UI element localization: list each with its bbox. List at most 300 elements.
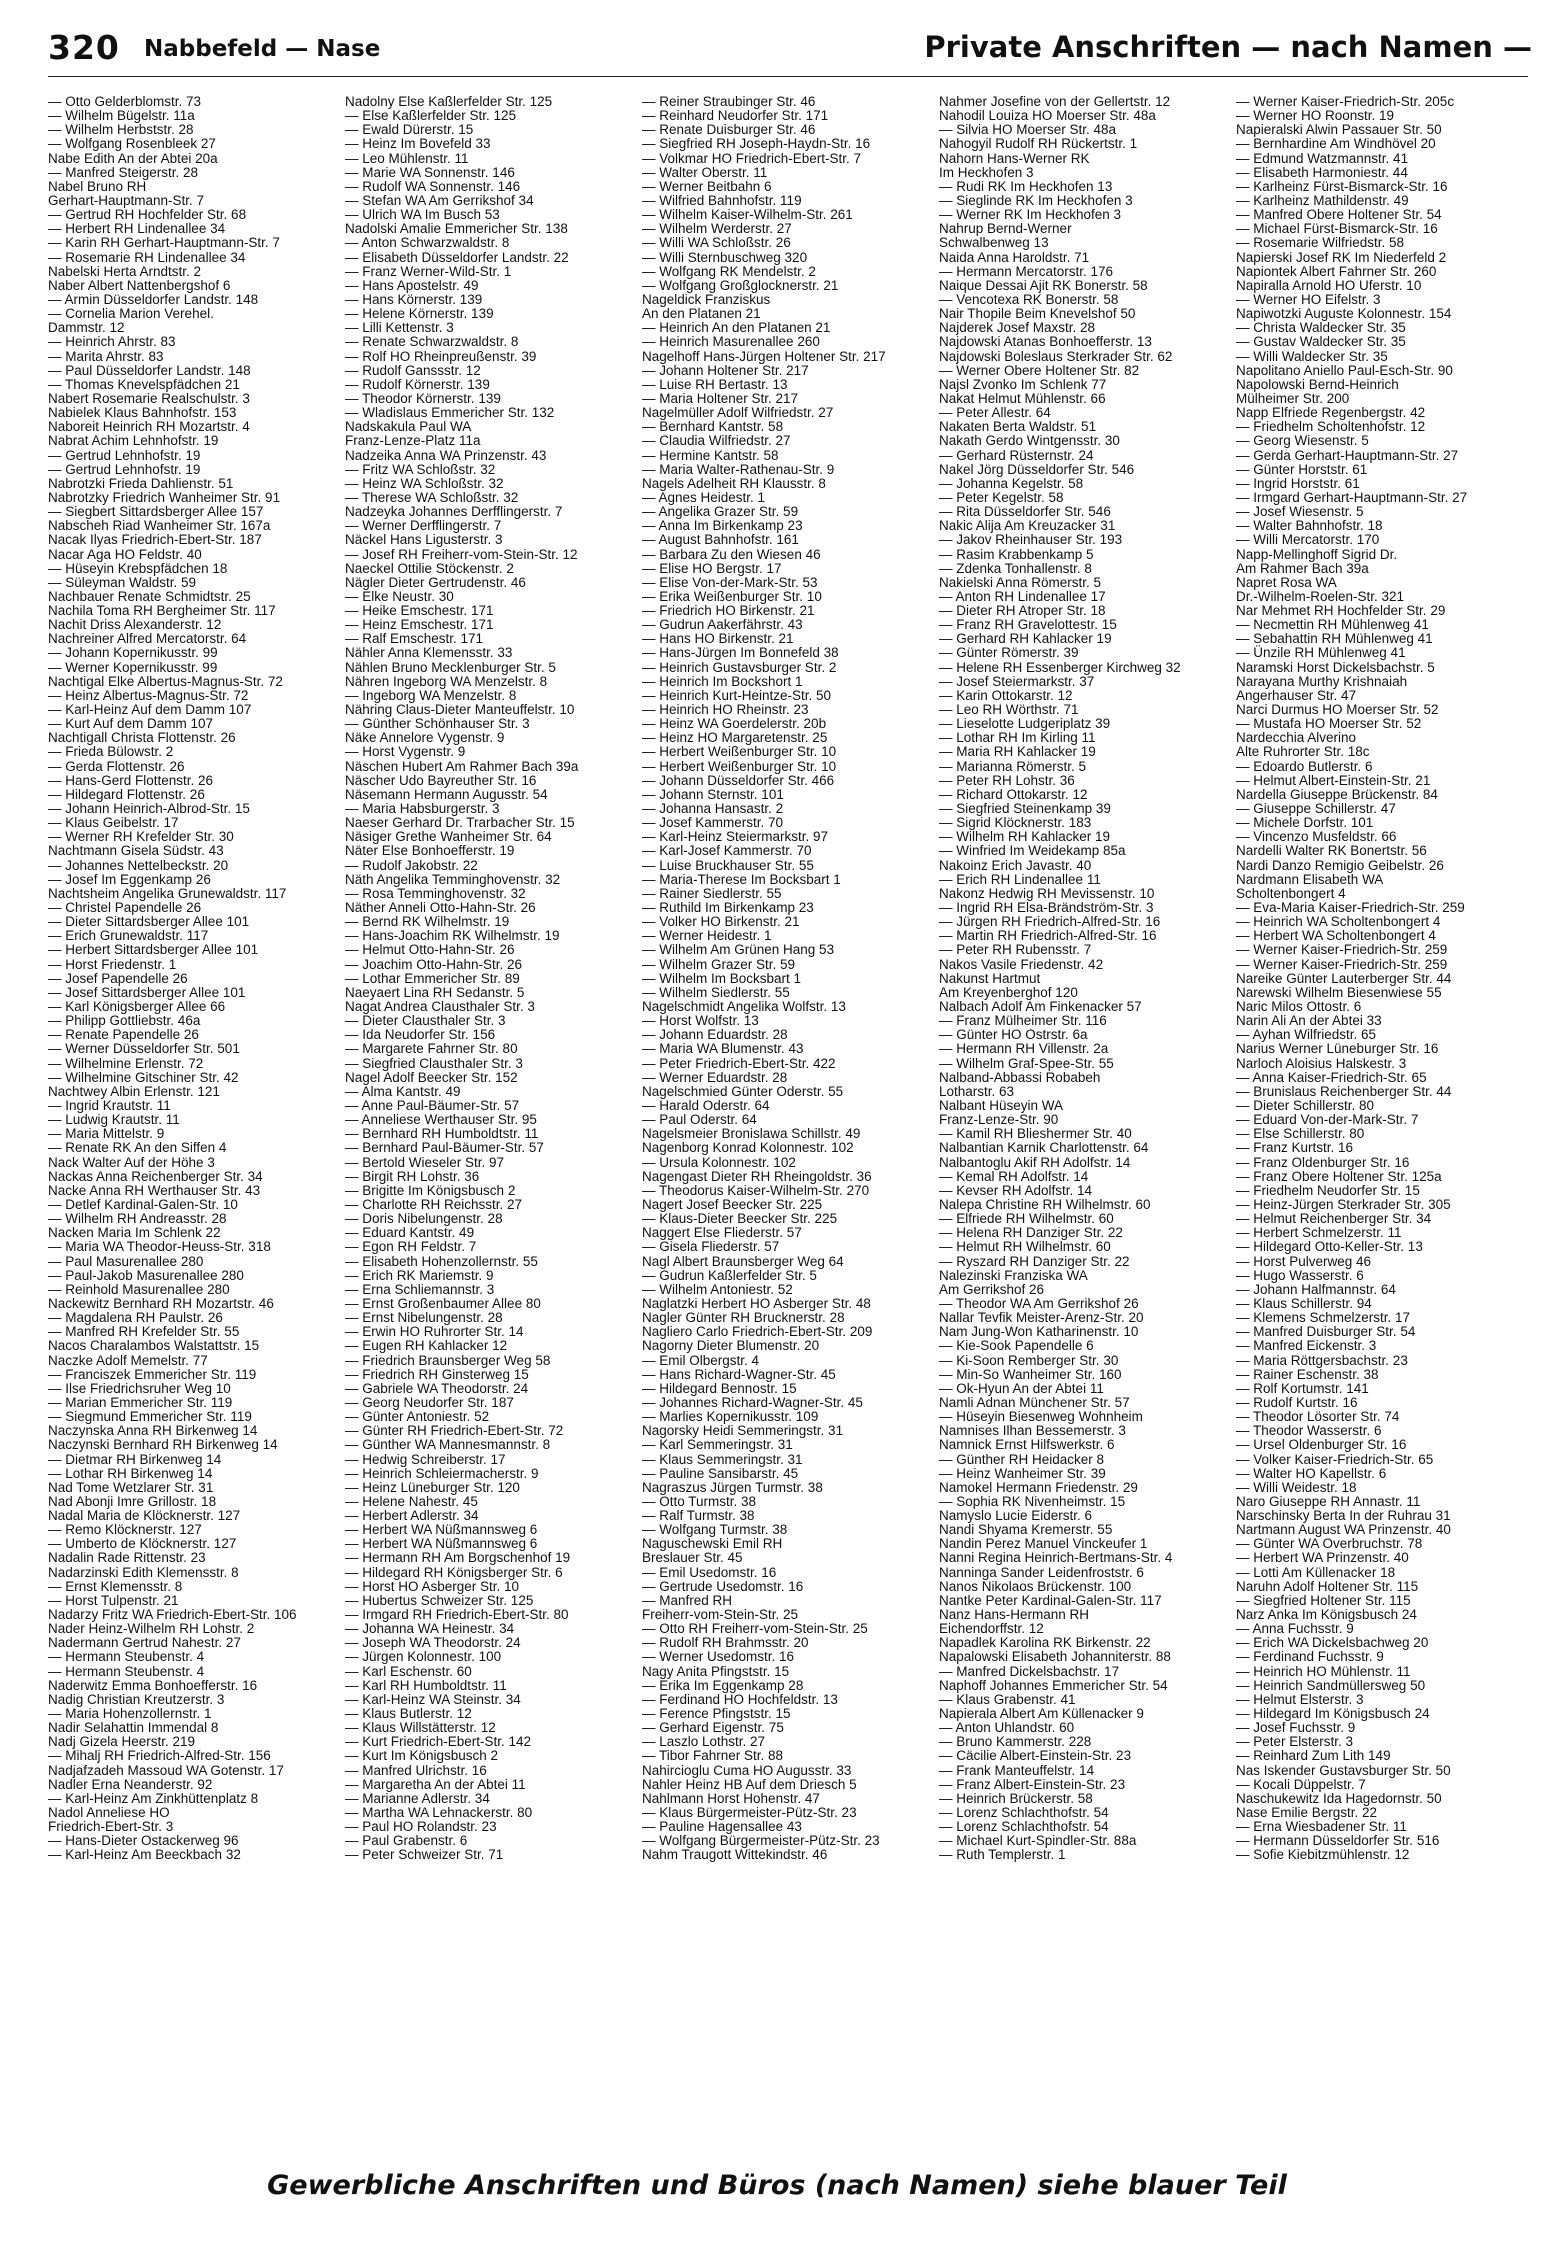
directory-entry: — Alma Kantstr. 49 (345, 1083, 461, 1099)
directory-entry: — Silvia HO Moerser Str. 48a (939, 122, 1117, 138)
directory-entry: — Gertrud Lehnhofstr. 19 (48, 447, 201, 463)
directory-entry: — Margaretha An der Abtei 11 (345, 1776, 526, 1792)
directory-entry: — Pauline Sansibarstr. 45 (642, 1465, 799, 1481)
directory-entry: — Klaus Semmeringstr. 31 (642, 1451, 803, 1467)
directory-entry: Narewski Wilhelm Biesenwiese 55 (1236, 984, 1442, 1000)
directory-entry: — Erich RH Lindenallee 11 (939, 871, 1101, 887)
directory-entry: — Werner Kaiser-Friedrich-Str. 259 (1236, 956, 1448, 972)
directory-entry: — Heinz WA Goerdelerstr. 20b (642, 716, 827, 732)
directory-entry: Nagraszus Jürgen Turmstr. 38 (642, 1479, 823, 1495)
footer-note: Gewerbliche Anschriften und Büros (nach Namen) siehe blauer Teil (267, 2170, 1287, 2201)
directory-entry: — Johann Eduardstr. 28 (642, 1027, 788, 1043)
directory-entry: Nagat Andrea Clausthaler Str. 3 (345, 999, 535, 1014)
directory-entry: — Franz Obere Holtener Str. 125a (1236, 1168, 1442, 1184)
directory-entry: — Cornelia Marion Verehel. (48, 306, 214, 322)
directory-entry: — Philipp Gottliebstr. 46a (48, 1013, 201, 1029)
directory-entry: — Cäcilie Albert-Einstein-Str. 23 (939, 1748, 1132, 1764)
directory-entry: Nalbant Hüseyin WA (939, 1097, 1064, 1113)
directory-entry: Am Rahmer Bach 39a (1236, 560, 1369, 576)
directory-entry: — Else Kaßlerfelder Str. 125 (345, 108, 517, 124)
directory-entry: — Karin RH Gerhart-Hauptmann-Str. 7 (48, 235, 280, 251)
directory-entry: — Karl-Heinz Am Zinkhüttenplatz 8 (48, 1790, 259, 1806)
directory-entry: — Martin RH Friedrich-Alfred-Str. 16 (939, 928, 1157, 944)
directory-entry: — Emil Olbergstr. 4 (642, 1352, 760, 1368)
directory-entry: Nabrotzky Friedrich Wanheimer Str. 91 (48, 489, 281, 505)
directory-entry: — Rainer Siedlerstr. 55 (642, 885, 782, 901)
directory-entry: — Renate RK An den Siffen 4 (48, 1140, 227, 1156)
directory-entry: Lotharstr. 63 (939, 1083, 1015, 1099)
directory-entry: — Manfred Dickelsbachstr. 17 (939, 1663, 1120, 1679)
directory-entry: Nandi Shyama Kremerstr. 55 (939, 1522, 1113, 1538)
directory-entry: Nadarzy Fritz WA Friedrich-Ebert-Str. 106 (48, 1607, 297, 1623)
directory-entry: Napp-Mellinghoff Sigrid Dr. (1236, 546, 1398, 562)
directory-entry: — Maria WA Blumenstr. 43 (642, 1041, 804, 1057)
directory-entry: — Ilse Friedrichsruher Weg 10 (48, 1380, 231, 1396)
directory-entry: — Ernst Nibelungenstr. 28 (345, 1310, 503, 1326)
directory-entry: — Heinrich Sandmüllersweg 50 (1236, 1677, 1426, 1693)
directory-entry: — Theodorus Kaiser-Wilhelm-Str. 270 (642, 1182, 870, 1198)
directory-entry: — Brigitte Im Königsbusch 2 (345, 1182, 516, 1198)
directory-entry: Nadig Christian Kreutzerstr. 3 (48, 1691, 225, 1707)
directory-entry: Naramski Horst Dickelsbachstr. 5 (1236, 659, 1435, 675)
directory-entry: — Heinz WA Schloßstr. 32 (345, 475, 504, 491)
directory-entry: — Wilhelm Antoniestr. 52 (642, 1281, 793, 1297)
directory-entry: — Günter RH Friedrich-Ebert-Str. 72 (345, 1423, 564, 1439)
directory-entry: — Karin Ottokarstr. 12 (939, 687, 1073, 703)
directory-entry: — Reinhard Zum Lith 149 (1236, 1748, 1391, 1764)
directory-entry: — Thomas Knevelspfädchen 21 (48, 376, 240, 392)
directory-entry: — Franz Oldenburger Str. 16 (1236, 1154, 1410, 1170)
directory-entry: — Heinz Lüneburger Str. 120 (345, 1479, 520, 1495)
directory-entry: — Wolfgang Turmstr. 38 (642, 1522, 788, 1538)
directory-entry: Napierski Josef RK Im Niederfeld 2 (1236, 249, 1447, 265)
directory-entry: Nahm Traugott Wittekindstr. 46 (642, 1847, 828, 1863)
directory-entry: — Wilhelm Graf-Spee-Str. 55 (939, 1055, 1114, 1071)
directory-entry: — Heinrich HO Rheinstr. 23 (642, 702, 809, 718)
directory-entry: — Karlheinz Fürst-Bismarck-Str. 16 (1236, 178, 1448, 194)
directory-entry: Nakoinz Erich Javastr. 40 (939, 857, 1092, 873)
directory-entry: — Heinrich Ahrstr. 83 (48, 334, 176, 350)
directory-entry: — Willi WA Schloßstr. 26 (642, 235, 791, 251)
directory-entry: — Franz Albert-Einstein-Str. 23 (939, 1776, 1126, 1792)
directory-entry: — Martha WA Lehnackerstr. 80 (345, 1805, 533, 1821)
directory-entry: Nagy Anita Pfingststr. 15 (642, 1663, 790, 1679)
directory-entry: — Horst HO Asberger Str. 10 (345, 1578, 520, 1594)
directory-entry: — Elisabeth Harmoniestr. 44 (1236, 164, 1408, 180)
directory-entry: — Ludwig Krautstr. 11 (48, 1112, 180, 1128)
directory-entry: — Kie-Sook Papendelle 6 (939, 1338, 1094, 1354)
directory-entry: — Otto Gelderblomstr. 73 (48, 95, 202, 109)
directory-entry: — Marianna Römerstr. 5 (939, 758, 1087, 774)
directory-entry: — Rudi RK Im Heckhofen 13 (939, 178, 1113, 194)
directory-entry: — Gertrud RH Hochfelder Str. 68 (48, 207, 247, 223)
directory-entry: Nadskakula Paul WA (345, 419, 472, 435)
directory-entry: — Josef Im Eggenkamp 26 (48, 871, 211, 887)
section-title: Private Anschriften — nach Namen — (924, 30, 1532, 64)
directory-entry: Nalbantoglu Akif RH Adolfstr. 14 (939, 1154, 1131, 1170)
directory-entry: — Michael Fürst-Bismarck-Str. 16 (1236, 221, 1438, 237)
directory-entry: Naida Anna Haroldstr. 71 (939, 249, 1090, 265)
directory-entry: — Werner Kopernikusstr. 99 (48, 659, 218, 675)
directory-entry: Namyslo Lucie Eiderstr. 6 (939, 1508, 1093, 1524)
directory-entry: Naczke Adolf Memelstr. 77 (48, 1352, 208, 1368)
directory-entry: — Karl RH Humboldtstr. 11 (345, 1677, 507, 1693)
directory-entry: — Paul Oderstr. 64 (642, 1112, 757, 1128)
directory-entry: — Manfred RH (642, 1592, 733, 1608)
directory-entry: Nad Abonji Imre Grillostr. 18 (48, 1493, 217, 1509)
directory-entry: — Gertrude Usedomstr. 16 (642, 1578, 804, 1594)
directory-entry: — Gerhard RH Kahlacker 19 (939, 631, 1112, 647)
directory-entry: Nahlmann Horst Hohenstr. 47 (642, 1790, 820, 1806)
directory-entry: — Heinrich An den Platanen 21 (642, 320, 831, 336)
directory-entry: — Erich WA Dickelsbachweg 20 (1236, 1635, 1429, 1651)
directory-entry: — Manfred Eickenstr. 3 (1236, 1338, 1377, 1354)
directory-entry: Nagl Albert Braunsberger Weg 64 (642, 1253, 844, 1269)
directory-entry: Breslauer Str. 45 (642, 1550, 743, 1566)
directory-entry: Nanz Hans-Hermann RH (939, 1607, 1090, 1623)
directory-entry: — Lieselotte Ludgeriplatz 39 (939, 716, 1111, 732)
directory-entry: — Peter Friedrich-Ebert-Str. 422 (642, 1055, 836, 1071)
directory-entry: Nachit Driss Alexanderstr. 12 (48, 617, 222, 633)
directory-entry: — Theodor Wasserstr. 6 (1236, 1423, 1382, 1439)
directory-entry: — Gabriele WA Theodorstr. 24 (345, 1380, 529, 1396)
directory-entry: — Eduard Kantstr. 49 (345, 1225, 475, 1241)
directory-entry: — Wilhelm RH Kahlacker 19 (939, 829, 1111, 845)
directory-entry: — Lotti Am Küllenacker 18 (1236, 1564, 1396, 1580)
directory-entry: — Dieter Schillerstr. 80 (1236, 1097, 1375, 1113)
directory-entry: Nadler Erna Neanderstr. 92 (48, 1776, 213, 1792)
directory-entry: — Wilhelm Werderstr. 27 (642, 221, 792, 237)
directory-entry: — Christa Waldecker Str. 35 (1236, 320, 1406, 336)
directory-entry: — Gisela Fliederstr. 57 (642, 1239, 780, 1255)
directory-entry: — Eduard Von-der-Mark-Str. 7 (1236, 1112, 1419, 1128)
directory-entry: — Hans-Jürgen Im Bonnefeld 38 (642, 645, 839, 661)
directory-entry: — Siegfried RH Joseph-Haydn-Str. 16 (642, 136, 871, 152)
directory-entry: — Wilfried Bahnhofstr. 119 (642, 192, 802, 208)
directory-entry: Naber Albert Nattenbergshof 6 (48, 277, 231, 293)
directory-entry: Nalband-Abbassi Robabeh (939, 1069, 1101, 1085)
directory-entry: — Siegbert Sittardsberger Allee 157 (48, 504, 264, 520)
directory-entry: Näschen Hubert Am Rahmer Bach 39a (345, 758, 579, 774)
directory-entry: — Wolfgang Großglocknerstr. 21 (642, 277, 839, 293)
directory-entry: — Lilli Kettenstr. 3 (345, 320, 454, 336)
directory-columns (48, 95, 1528, 2115)
directory-entry: — Günter HO Ostrstr. 6a (939, 1027, 1088, 1043)
directory-entry: — Rosa Temminghovenstr. 32 (345, 885, 526, 901)
directory-entry: Nantke Peter Kardinal-Galen-Str. 117 (939, 1592, 1162, 1608)
directory-entry: — Peter Schweizer Str. 71 (345, 1847, 504, 1863)
directory-entry: Nabel Bruno RH (48, 178, 147, 194)
directory-entry: — Otto RH Freiherr-vom-Stein-Str. 25 (642, 1621, 868, 1637)
directory-entry: — Manfred Ulrichstr. 16 (345, 1762, 487, 1778)
directory-entry: — Wilhelm Am Grünen Hang 53 (642, 942, 835, 958)
directory-entry: — Franz Werner-Wild-Str. 1 (345, 263, 512, 279)
directory-entry: — Günter WA Overbruchstr. 78 (1236, 1536, 1423, 1552)
directory-entry: — Wolfgang Bürgermeister-Pütz-Str. 23 (642, 1833, 880, 1849)
directory-entry: Nachtwey Albin Erlenstr. 121 (48, 1083, 220, 1099)
directory-entry: Nacos Charalambos Walstattstr. 15 (48, 1338, 260, 1354)
directory-entry: — Margarete Fahrner Str. 80 (345, 1041, 518, 1057)
directory-entry: Angerhauser Str. 47 (1236, 687, 1357, 703)
directory-entry: — Necmettin RH Mühlenweg 41 (1236, 617, 1429, 633)
directory-entry: Nakonz Hedwig RH Mevissenstr. 10 (939, 885, 1155, 901)
directory-entry: Nahmer Josefine von der Gellertstr. 12 (939, 95, 1171, 109)
directory-entry: Nandin Perez Manuel Vinckeufer 1 (939, 1536, 1148, 1552)
directory-entry: Scholtenbongert 4 (1236, 885, 1346, 901)
directory-entry: — Werner Heidestr. 1 (642, 928, 772, 944)
directory-entry: — Marianne Adlerstr. 34 (345, 1790, 490, 1806)
directory-entry: Nachila Toma RH Bergheimer Str. 117 (48, 603, 276, 619)
directory-entry: Nack Walter Auf der Höhe 3 (48, 1154, 215, 1170)
directory-entry: — Walter Bahnhofstr. 18 (1236, 518, 1383, 534)
directory-entry: — Franz Mülheimer Str. 116 (939, 1013, 1107, 1029)
directory-entry: — Paul-Jakob Masurenallee 280 (48, 1267, 244, 1283)
directory-entry: — Richard Ottokarstr. 12 (939, 786, 1088, 802)
directory-entry: — Frank Manteuffelstr. 14 (939, 1762, 1095, 1778)
directory-entry: — Renate Duisburger Str. 46 (642, 122, 816, 138)
directory-entry: Napalowski Elisabeth Johanniterstr. 88 (939, 1649, 1171, 1665)
directory-entry: Nam Jung-Won Katharinenstr. 10 (939, 1324, 1139, 1340)
directory-entry: — Maria-Therese Im Bocksbart 1 (642, 871, 841, 887)
directory-column-4 (939, 95, 1231, 2115)
directory-entry: — Anton RH Lindenallee 17 (939, 588, 1106, 604)
directory-entry: — Kocali Düppelstr. 7 (1236, 1776, 1366, 1792)
directory-entry: — Hildegard Flottenstr. 26 (48, 786, 205, 802)
directory-entry: — Ok-Hyun An der Abtei 11 (939, 1380, 1104, 1396)
directory-entry: — Emil Usedomstr. 16 (642, 1564, 777, 1580)
directory-entry: — Erna Schliemannstr. 3 (345, 1281, 495, 1297)
directory-entry: — Hans Körnerstr. 139 (345, 291, 483, 307)
directory-entry: Naruhn Adolf Holtener Str. 115 (1236, 1578, 1419, 1594)
directory-entry: — Birgit RH Lohstr. 36 (345, 1168, 480, 1184)
directory-entry: — Charlotte RH Reichsstr. 27 (345, 1196, 523, 1212)
directory-entry: — Sofie Kiebitzmühlenstr. 12 (1236, 1847, 1410, 1863)
directory-entry: — Wilhelm RH Andreasstr. 28 (48, 1211, 227, 1227)
directory-entry: — Rosemarie Wilfriedstr. 58 (1236, 235, 1405, 251)
directory-entry: — Franz RH Gravelottestr. 15 (939, 617, 1117, 633)
directory-entry: Napierala Albert Am Küllenacker 9 (939, 1706, 1144, 1722)
directory-entry: Naphoff Johannes Emmericher Str. 54 (939, 1677, 1168, 1693)
directory-entry: — Horst Wolfstr. 13 (642, 1013, 759, 1029)
page-header (48, 28, 1532, 72)
directory-entry: Naro Giuseppe RH Annastr. 11 (1236, 1493, 1421, 1509)
directory-entry: — Werner Derfflingerstr. 7 (345, 518, 502, 534)
directory-entry: — Elisabeth Hohenzollernstr. 55 (345, 1253, 538, 1269)
directory-entry: Näth Angelika Temminghovenstr. 32 (345, 871, 561, 887)
directory-entry: — Theodor Körnerstr. 139 (345, 390, 501, 406)
directory-entry: Nachreiner Alfred Mercatorstr. 64 (48, 631, 247, 647)
directory-entry: — Josef RH Freiherr-vom-Stein-Str. 12 (345, 546, 578, 562)
directory-entry: — Peter RH Lohstr. 36 (939, 772, 1075, 788)
directory-entry: — Heinrich Kurt-Heintze-Str. 50 (642, 687, 832, 703)
directory-entry: — Anton Schwarzwaldstr. 8 (345, 235, 510, 251)
directory-entry: Nagenborg Konrad Kolonnestr. 102 (642, 1140, 854, 1156)
directory-entry: — Maria Mittelstr. 9 (48, 1126, 165, 1142)
directory-entry: — Rudolf Jakobstr. 22 (345, 857, 478, 873)
directory-entry: — Helmut Albert-Einstein-Str. 21 (1236, 772, 1431, 788)
directory-entry: Narin Ali An der Abtei 33 (1236, 1013, 1382, 1029)
directory-entry: — Umberto de Klöcknerstr. 127 (48, 1536, 237, 1552)
directory-entry: Nabielek Klaus Bahnhofstr. 153 (48, 405, 237, 421)
directory-entry: — Kemal RH Adolfstr. 14 (939, 1168, 1089, 1184)
directory-entry: — Ruthild Im Birkenkamp 23 (642, 900, 814, 916)
directory-entry: Dammstr. 12 (48, 320, 125, 336)
directory-entry: Nardella Giuseppe Brückenstr. 84 (1236, 786, 1438, 802)
directory-entry: — Tibor Fahrner Str. 88 (642, 1748, 784, 1764)
directory-entry: — Magdalena RH Paulstr. 26 (48, 1310, 223, 1326)
directory-entry: Nagorny Dieter Blumenstr. 20 (642, 1338, 820, 1354)
directory-entry: — Jakov Rheinhauser Str. 193 (939, 532, 1123, 548)
directory-entry: — Willi Waldecker Str. 35 (1236, 348, 1388, 364)
directory-entry: — Rolf Kortumstr. 141 (1236, 1380, 1369, 1396)
directory-entry: — Renate Schwarzwaldstr. 8 (345, 334, 519, 350)
directory-entry: — Klaus Butlerstr. 12 (345, 1706, 472, 1722)
directory-entry: — Johann Holtener Str. 217 (642, 362, 809, 378)
directory-entry: — Erich RK Mariemstr. 9 (345, 1267, 494, 1283)
directory-entry: — Ingeborg WA Menzelstr. 8 (345, 687, 517, 703)
directory-entry: — Karl-Heinz Steiermarkstr. 97 (642, 829, 829, 845)
directory-entry: Namnick Ernst Hilfswerkstr. 6 (939, 1437, 1115, 1453)
directory-entry: — Siegfried Clausthaler Str. 3 (345, 1055, 523, 1071)
directory-entry: — Ralf Turmstr. 38 (642, 1508, 755, 1524)
directory-entry: Friedrich-Ebert-Str. 3 (48, 1819, 174, 1835)
directory-entry: — Elke Neustr. 30 (345, 588, 454, 604)
directory-entry: Nackewitz Bernhard RH Mozartstr. 46 (48, 1295, 274, 1311)
directory-entry: — Helena RH Danziger Str. 22 (939, 1225, 1123, 1241)
directory-entry: Nabelski Herta Arndtstr. 2 (48, 263, 202, 279)
directory-entry: Nanos Nikolaos Brückenstr. 100 (939, 1578, 1132, 1594)
directory-entry: — Wladislaus Emmericher Str. 132 (345, 405, 555, 421)
directory-entry: — Hans-Dieter Ostackerweg 96 (48, 1833, 239, 1849)
directory-entry: — Werner Kaiser-Friedrich-Str. 259 (1236, 942, 1448, 958)
directory-entry: — Otto Turmstr. 38 (642, 1493, 757, 1509)
directory-entry: — Hermine Kantstr. 58 (642, 447, 779, 463)
directory-entry: — Hubertus Schweizer Str. 125 (345, 1592, 534, 1608)
directory-entry: Nadir Selahattin Immendal 8 (48, 1720, 219, 1736)
directory-entry: Nagert Josef Beecker Str. 225 (642, 1196, 823, 1212)
directory-entry: — Werner Usedomstr. 16 (642, 1649, 795, 1665)
directory-entry: — Rolf HO Rheinpreußenstr. 39 (345, 348, 537, 364)
directory-entry: — Else Schillerstr. 80 (1236, 1126, 1365, 1142)
directory-entry: — Werner RH Krefelder Str. 30 (48, 829, 234, 845)
directory-entry: Mülheimer Str. 200 (1236, 390, 1350, 406)
directory-entry: Nase Emilie Bergstr. 22 (1236, 1805, 1378, 1821)
directory-entry: — Kamil RH Blieshermer Str. 40 (939, 1126, 1132, 1142)
directory-entry: Naeyaert Lina RH Sedanstr. 5 (345, 984, 525, 1000)
directory-entry: — Kurt Friedrich-Ebert-Str. 142 (345, 1734, 532, 1750)
directory-entry: — Ewald Dürerstr. 15 (345, 122, 474, 138)
directory-entry: — Vincenzo Musfeldstr. 66 (1236, 829, 1397, 845)
directory-entry: — Detlef Kardinal-Galen-Str. 10 (48, 1196, 238, 1212)
directory-entry: — Anna Fuchsstr. 9 (1236, 1621, 1354, 1637)
directory-entry: — Maria RH Kahlacker 19 (939, 744, 1096, 760)
directory-entry: — Brunislaus Reichenberger Str. 44 (1236, 1083, 1452, 1099)
directory-entry: Alte Ruhrorter Str. 18c (1236, 744, 1370, 760)
directory-entry: — Zdenka Tonhallenstr. 8 (939, 560, 1092, 576)
directory-entry: — Herbert WA Nüßmannsweg 6 (345, 1536, 538, 1552)
directory-entry: — Helmut RH Wilhelmstr. 60 (939, 1239, 1111, 1255)
directory-entry: Nabrotzki Frieda Dahlienstr. 51 (48, 475, 234, 491)
directory-entry: — Anton Uhlandstr. 60 (939, 1720, 1075, 1736)
directory-entry: Nähren Ingeborg WA Menzelstr. 8 (345, 673, 548, 689)
directory-entry: — Karl-Josef Kammerstr. 70 (642, 843, 812, 859)
directory-entry: — Lothar RH Im Kirling 11 (939, 730, 1096, 746)
directory-entry: — Hermann Düsseldorfer Str. 516 (1236, 1833, 1440, 1849)
directory-entry: — Gerda Flottenstr. 26 (48, 758, 185, 774)
directory-entry: — Irmgard RH Friedrich-Ebert-Str. 80 (345, 1607, 569, 1623)
directory-entry: Nähler Anna Klemensstr. 33 (345, 645, 513, 661)
directory-entry: — Gustav Waldecker Str. 35 (1236, 334, 1406, 350)
directory-entry: — Heinrich Masurenallee 260 (642, 334, 820, 350)
directory-entry: — Kevser RH Adolfstr. 14 (939, 1182, 1093, 1198)
directory-entry: — Günther RH Heidacker 8 (939, 1451, 1105, 1467)
directory-entry: — Klaus Bürgermeister-Pütz-Str. 23 (642, 1805, 857, 1821)
directory-entry: — Erna Wiesbadener Str. 11 (1236, 1819, 1407, 1835)
directory-entry: — Elfriede RH Wilhelmstr. 60 (939, 1211, 1114, 1227)
directory-entry: — Theodor Lösorter Str. 74 (1236, 1409, 1400, 1425)
directory-entry: Namnises Ilhan Bessemerstr. 3 (939, 1423, 1126, 1439)
directory-entry: — Marlies Kopernikusstr. 109 (642, 1409, 819, 1425)
directory-entry: — Ida Neudorfer Str. 156 (345, 1027, 496, 1043)
directory-entry: — Karl-Heinz Am Beeckbach 32 (48, 1847, 241, 1863)
directory-entry: Nagengast Dieter RH Rheingoldstr. 36 (642, 1168, 872, 1184)
directory-entry: — Anna Kaiser-Friedrich-Str. 65 (1236, 1069, 1427, 1085)
directory-entry: — Eugen RH Kahlacker 12 (345, 1338, 508, 1354)
directory-entry: — Wolfgang Rosenbleek 27 (48, 136, 216, 152)
directory-entry: — Hermann Steubenstr. 4 (48, 1649, 205, 1665)
directory-entry: — Johanna WA Heinestr. 34 (345, 1621, 515, 1637)
directory-entry: — Dieter Clausthaler Str. 3 (345, 1013, 506, 1029)
directory-entry: Nanni Regina Heinrich-Bertmans-Str. 4 (939, 1550, 1173, 1566)
directory-entry: Nachtigal Elke Albertus-Magnus-Str. 72 (48, 673, 283, 689)
directory-entry: — Hildegard Otto-Keller-Str. 13 (1236, 1239, 1423, 1255)
directory-entry: Namli Adnan Münchener Str. 57 (939, 1394, 1130, 1410)
directory-entry: — Karl-Heinz Auf dem Damm 107 (48, 702, 252, 718)
directory-entry: — Angelika Grazer Str. 59 (642, 504, 799, 520)
directory-entry: — Wilhelm Im Bocksbart 1 (642, 970, 802, 986)
directory-entry: Nadarzinski Edith Klemensstr. 8 (48, 1564, 239, 1580)
directory-entry: — Herbert WA Scholtenbongert 4 (1236, 928, 1436, 944)
directory-entry: — Leo Mühlenstr. 11 (345, 150, 469, 166)
directory-entry: — Renate Papendelle 26 (48, 1027, 199, 1043)
directory-entry: Naczynska Anna RH Birkenweg 14 (48, 1423, 258, 1439)
directory-entry: — Heinrich Schleiermacherstr. 9 (345, 1465, 539, 1481)
directory-entry: — Klaus Willstätterstr. 12 (345, 1720, 496, 1736)
directory-entry: — Laszlo Lothstr. 27 (642, 1734, 766, 1750)
directory-entry: Näsiger Grethe Wanheimer Str. 64 (345, 829, 552, 845)
directory-entry: — Peter Kegelstr. 58 (939, 489, 1064, 505)
directory-entry: Nägler Dieter Gertrudenstr. 46 (345, 574, 526, 590)
directory-entry: — Rudolf Ganssstr. 12 (345, 362, 481, 378)
directory-entry: — Joachim Otto-Hahn-Str. 26 (345, 956, 523, 972)
directory-entry: Nadol Anneliese HO (48, 1805, 170, 1821)
directory-entry: — Mustafa HO Moerser Str. 52 (1236, 716, 1422, 732)
directory-entry: — Willi Sternbuschweg 320 (642, 249, 808, 265)
directory-entry: — Vencotexa RK Bonerstr. 58 (939, 291, 1119, 307)
directory-entry: — Maria Röttgersbachstr. 23 (1236, 1352, 1408, 1368)
directory-entry: Nardelli Walter RK Bonertstr. 56 (1236, 843, 1427, 859)
directory-entry: — Edoardo Butlerstr. 6 (1236, 758, 1373, 774)
directory-entry: — Herbert WA Prinzenstr. 40 (1236, 1550, 1409, 1566)
directory-entry: — Günther WA Mannesmannstr. 8 (345, 1437, 551, 1453)
directory-entry: Narci Durmus HO Moerser Str. 52 (1236, 702, 1439, 718)
directory-entry: Nakielski Anna Römerstr. 5 (939, 574, 1102, 590)
directory-column-3 (642, 95, 934, 2115)
directory-entry: — Maria Habsburgerstr. 3 (345, 801, 500, 817)
directory-entry: — Hüseyin Krebspfädchen 18 (48, 560, 228, 576)
directory-entry: Nacke Anna RH Werthauser Str. 43 (48, 1182, 261, 1198)
directory-entry: — Werner Obere Holtener Str. 82 (939, 362, 1140, 378)
